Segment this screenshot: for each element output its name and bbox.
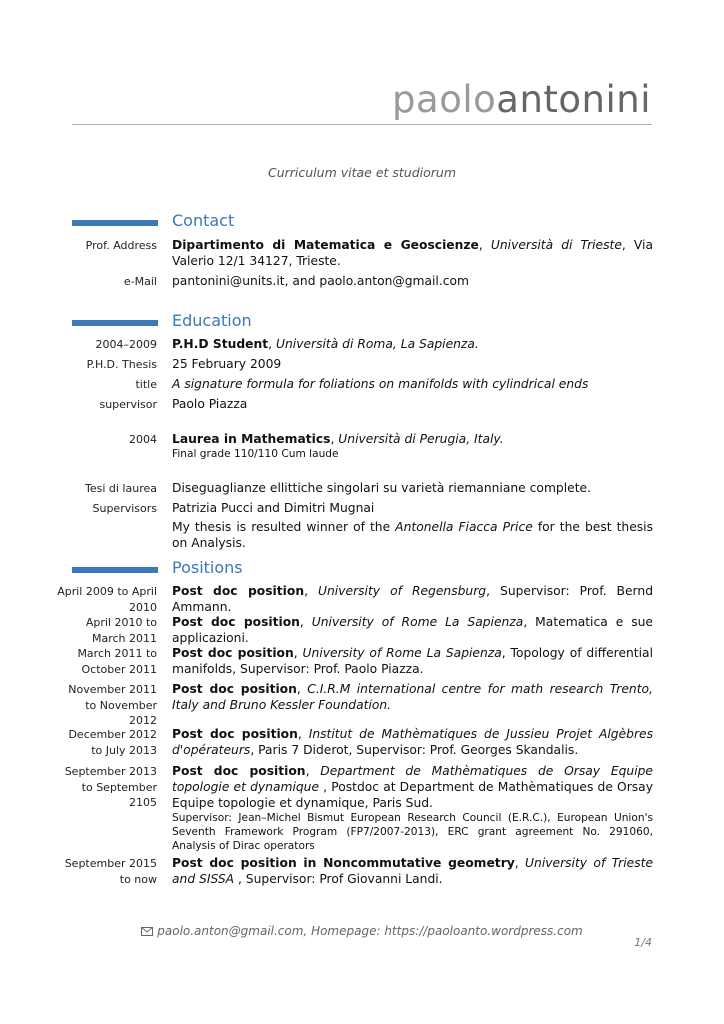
page-number: 1/4	[634, 936, 652, 949]
phd-degree: P.H.D Student	[172, 337, 269, 351]
row-value: Laurea in Mathematics, Università di Perugia, Italy. Final grade 110/110 Cum laude	[172, 431, 653, 461]
phd-univ: Università di Roma, La Sapienza.	[275, 337, 479, 351]
row-label: Tesi di laurea	[85, 482, 157, 495]
position-dates: April 2010 to March 2011	[85, 616, 157, 645]
footer	[0, 924, 724, 939]
envelope-icon	[141, 925, 153, 939]
position-role: Post doc position	[172, 615, 300, 629]
prize-pre: My thesis is resulted winner of the	[172, 520, 396, 534]
row-value	[172, 519, 653, 551]
position-place: University of Regensburg	[318, 584, 487, 598]
row-value: Post doc position, Institut de Mathèmatiques de Jussieu Projet Algèbres d'opérateurs, Paris 7 Diderot, Supervisor: Prof. Georges Skandalis.	[172, 727, 653, 757]
position-place: University of Rome La Sapienza	[311, 615, 524, 629]
section-bar	[72, 567, 158, 573]
thesis-title-wrap	[172, 376, 653, 392]
position-rest: , Postdoc at Department de Mathèmatiques de Orsay Equipe topologie et dynamique, Paris Sud.	[172, 780, 653, 810]
tesi-title: Diseguaglianze ellittiche singolari su varietà riemanniane complete.	[172, 481, 592, 495]
prize-post: for the best thesis on Analysis.	[172, 520, 653, 550]
supervisor-value: Paolo Piazza	[172, 397, 248, 411]
position-rest: , Topology of differential manifolds, Supervisor: Prof. Paolo Piazza.	[172, 646, 653, 676]
row-value: Post doc position, University of Rome La Sapienza, Topology of differential manifolds, Supervisor: Prof. Paolo Piazza.	[172, 646, 653, 676]
row-label: e-Mail	[123, 275, 157, 288]
position-role: Post doc position	[172, 584, 305, 598]
cv-name	[392, 78, 651, 121]
position-role: Post doc position	[172, 727, 298, 741]
row-value: P.H.D Student, Università di Roma, La Sapienza.	[172, 337, 479, 351]
position-note: Supervisor: Jean–Michel Bismut European Research Council (E.R.C.), European Union's Seventh Framework Program (FP7/2007-2013), ERC grant agreement No. 291060, Analysis of Dirac operators	[172, 812, 653, 852]
row-label: 2004–2009	[95, 338, 157, 351]
row-label: 2004	[129, 433, 157, 446]
position-dates: September 2015 to now	[64, 857, 157, 886]
position-rest: , Supervisor: Prof Giovanni Landi.	[234, 872, 443, 886]
position-rest: , Supervisor: Prof. Bernd Ammann.	[172, 584, 653, 614]
position-role: Post doc position	[172, 682, 297, 696]
position-dates: March 2011 to October 2011	[77, 647, 157, 676]
position-place: University of Trieste and SISSA	[172, 856, 654, 886]
row-label: supervisor	[99, 398, 157, 411]
laurea-grade: Final grade 110/110 Cum laude	[172, 448, 339, 460]
thesis-date: 25 February 2009	[172, 357, 282, 371]
row-value: Post doc position, University of Rome La Sapienza, Matematica e sue applicazioni.	[172, 615, 653, 645]
address-dept: Dipartimento di Matematica e Geoscienze	[172, 238, 479, 252]
name-divider	[72, 124, 652, 125]
position-rest: , Paris 7 Diderot, Supervisor: Prof. Georges Skandalis.	[250, 743, 579, 757]
position-place: Institut de Mathèmatiques de Jussieu Projet Algèbres d'opérateurs	[172, 727, 653, 757]
footer-text: paolo.anton@gmail.com, Homepage: https://paoloanto.wordpress.com	[157, 924, 583, 938]
name-first: paolo	[392, 78, 497, 121]
section-bar	[72, 220, 158, 226]
position-role: Post doc position in Noncommutative geometry	[172, 856, 515, 870]
name-last: antonini	[496, 78, 651, 121]
position-place: Department de Mathèmatiques de Orsay Equipe topologie et dynamique	[172, 764, 653, 794]
position-dates: April 2009 to April 2010	[57, 585, 157, 614]
section-title: Positions	[172, 558, 243, 577]
thesis-title: A signature formula for foliations on manifolds with cylindrical ends	[172, 377, 589, 391]
email-value: pantonini@units.it, and paolo.anton@gmail.com	[172, 274, 470, 288]
position-role: Post doc position	[172, 646, 294, 660]
position-dates: December 2012 to July 2013	[68, 728, 157, 757]
row-label: Supervisors	[92, 502, 157, 515]
position-dates: September 2013 to September 2105	[64, 765, 157, 809]
section-title: Contact	[172, 211, 235, 230]
row-value: Post doc position, University of Regensburg, Supervisor: Prof. Bernd Ammann.	[172, 584, 653, 614]
prize-name: Antonella Fiacca Price	[395, 520, 533, 534]
position-rest: , Matematica e sue applicazioni.	[172, 615, 653, 645]
row-label: Prof. Address	[85, 239, 157, 252]
position-role: Post doc position	[172, 764, 306, 778]
cv-subtitle: Curriculum vitae et studiorum	[267, 165, 457, 180]
row-label: title	[135, 378, 157, 391]
section-bar	[72, 320, 158, 326]
address-univ: Università di Trieste	[490, 238, 622, 252]
row-value: Post doc position in Noncommutative geometry, University of Trieste and SISSA , Supervisor: Prof Giovanni Landi.	[172, 856, 654, 886]
row-value: Post doc position, C.I.R.M international centre for math research Trento, Italy and Bruno Kessler Foundation.	[172, 682, 653, 712]
position-place: C.I.R.M international centre for math research Trento, Italy and Bruno Kessler Foundation.	[172, 682, 653, 712]
section-title: Education	[172, 311, 252, 330]
laurea-univ: Università di Perugia, Italy.	[338, 432, 504, 446]
supervisors-value: Patrizia Pucci and Dimitri Mugnai	[172, 501, 375, 515]
laurea-degree: Laurea in Mathematics	[172, 432, 331, 446]
position-place: University of Rome La Sapienza	[302, 646, 502, 660]
position-dates: November 2011 to November 2012	[68, 683, 157, 727]
row-value: Dipartimento di Matematica e Geoscienze, Università di Trieste, Via Valerio 12/1 34127, Trieste.	[172, 238, 653, 268]
row-value: Post doc position, Department de Mathèmatiques de Orsay Equipe topologie et dynamique , Postdoc at Department de Mathèmatiques de Orsay Equipe topologie et dynamique, Paris Sud. Supervisor: Jean–Michel Bismut European Research Council (E.R.C.), European Union's Seventh Framework Program (FP7/2007-2013), ERC grant agreement No. 291060, Analysis of Dirac operators	[172, 764, 653, 852]
address-rest: , Via Valerio 12/1 34127, Trieste.	[172, 238, 653, 268]
row-label: P.H.D. Thesis	[86, 358, 157, 371]
